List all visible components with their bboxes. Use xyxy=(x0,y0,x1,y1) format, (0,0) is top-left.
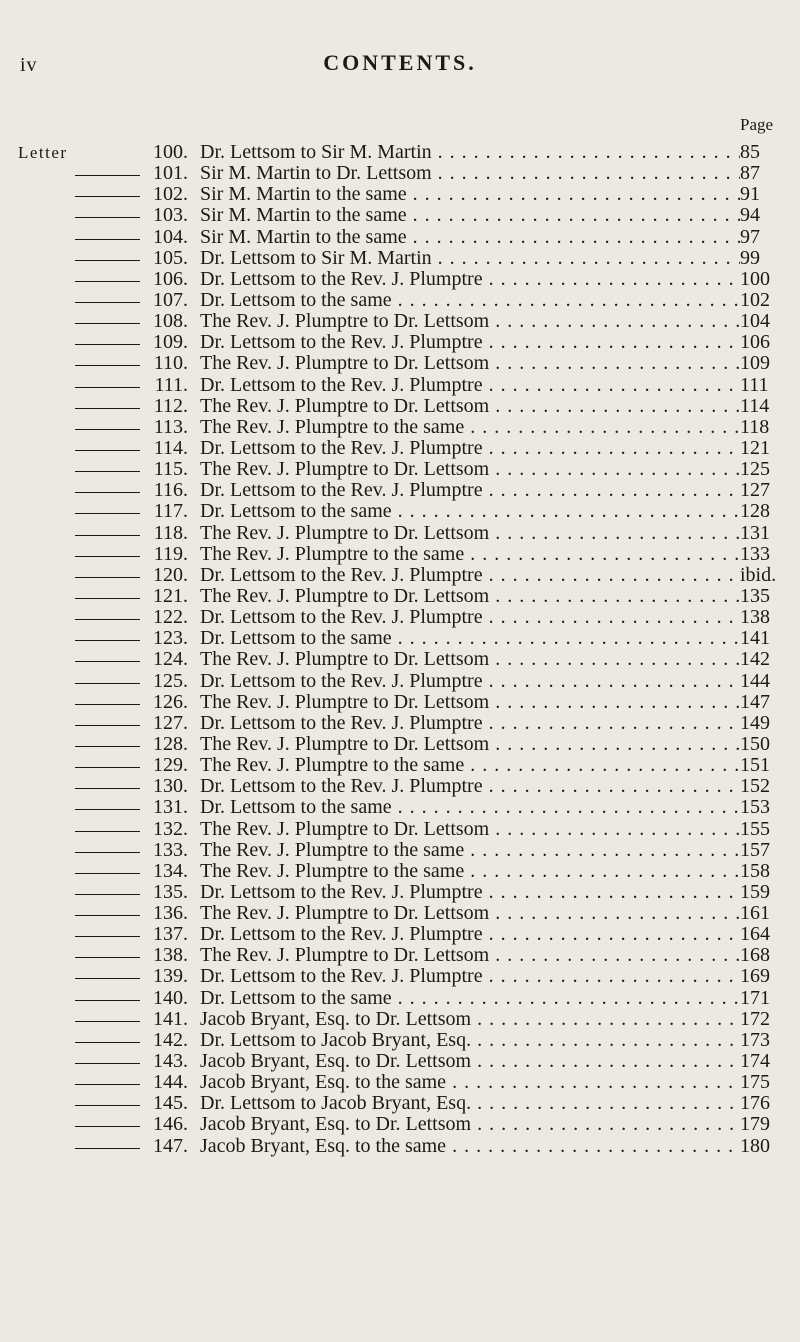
ditto-rule xyxy=(75,365,140,366)
entry-number: 118. xyxy=(153,521,188,544)
toc-entry xyxy=(0,1136,800,1157)
ditto-rule xyxy=(75,978,140,979)
entry-page: 138 xyxy=(740,606,770,629)
toc-entry xyxy=(0,184,800,205)
toc-entry xyxy=(0,1093,800,1114)
entry-number: 110. xyxy=(153,352,188,375)
entry-page: 128 xyxy=(740,500,770,523)
ditto-rule xyxy=(75,217,140,218)
entry-page: 169 xyxy=(740,965,770,988)
ditto-rule xyxy=(75,196,140,197)
toc-entry xyxy=(0,903,800,924)
ditto-rule xyxy=(75,957,140,958)
entry-title: The Rev. J. Plumptre to Dr. Lettsom . . . xyxy=(200,734,740,755)
entry-number: 138. xyxy=(153,944,188,967)
ditto-rule xyxy=(75,513,140,514)
entry-title: The Rev. J. Plumptre to Dr. Lettsom . . . xyxy=(200,353,740,374)
entry-title: Jacob Bryant, Esq. to Dr. Lettsom . . . xyxy=(200,1051,740,1072)
toc-entry xyxy=(0,438,800,459)
toc-entry xyxy=(0,882,800,903)
entry-page: 171 xyxy=(740,986,770,1009)
toc-entry xyxy=(0,269,800,290)
entry-title: Dr. Lettsom to the Rev. J. Plumptre . . . xyxy=(200,776,740,797)
entry-page: 94 xyxy=(740,204,760,227)
ditto-rule xyxy=(75,344,140,345)
toc-entry xyxy=(0,797,800,818)
entry-title: The Rev. J. Plumptre to the same . . . xyxy=(200,840,740,861)
entry-page: 85 xyxy=(740,141,760,163)
ditto-rule xyxy=(75,1000,140,1001)
toc-entry xyxy=(0,607,800,628)
entry-number: 147. xyxy=(153,1134,188,1157)
entry-page: 157 xyxy=(740,838,770,861)
entry-title: Sir M. Martin to the same . . . xyxy=(200,227,740,248)
entry-number: 132. xyxy=(153,817,188,840)
entry-page: 131 xyxy=(740,521,770,544)
entry-number: 115. xyxy=(153,458,188,481)
entry-title: The Rev. J. Plumptre to Dr. Lettsom . . . xyxy=(200,586,740,607)
ditto-rule xyxy=(75,1148,140,1149)
entry-page: 114 xyxy=(740,394,770,417)
entry-number: 108. xyxy=(153,310,188,333)
entry-page: 125 xyxy=(740,458,770,481)
toc-entry xyxy=(0,565,800,586)
entry-number: 127. xyxy=(153,711,188,734)
entry-title: The Rev. J. Plumptre to Dr. Lettsom . . . xyxy=(200,311,740,332)
entry-number: 116. xyxy=(153,479,188,502)
ditto-rule xyxy=(75,683,140,684)
ditto-rule xyxy=(75,1021,140,1022)
entry-title: Jacob Bryant, Esq. to the same . . . xyxy=(200,1072,740,1093)
entry-number: 102. xyxy=(153,183,188,206)
toc-entry xyxy=(0,205,800,226)
entry-number: 136. xyxy=(153,902,188,925)
entry-number: 112. xyxy=(153,394,188,417)
entry-title: Dr. Lettsom to Jacob Bryant, Esq. . . . xyxy=(200,1030,740,1051)
toc-entry xyxy=(0,248,800,269)
entry-page: 118 xyxy=(740,415,770,438)
entry-number: 119. xyxy=(153,542,188,565)
ditto-rule xyxy=(75,450,140,451)
ditto-rule xyxy=(75,598,140,599)
entry-number: 146. xyxy=(153,1113,188,1136)
entry-title: Dr. Lettsom to the Rev. J. Plumptre . . . xyxy=(200,565,740,586)
entry-title: Dr. Lettsom to the same . . . xyxy=(200,988,740,1009)
entry-page: 99 xyxy=(740,246,760,269)
entry-page: 102 xyxy=(740,288,770,311)
entry-page: 142 xyxy=(740,648,770,671)
entry-page: 87 xyxy=(740,162,760,185)
entry-page: 104 xyxy=(740,310,770,333)
ditto-rule xyxy=(75,175,140,176)
running-head: CONTENTS. xyxy=(323,50,477,75)
page-number: iv xyxy=(20,54,38,76)
ditto-rule xyxy=(75,704,140,705)
entry-title: Dr. Lettsom to the Rev. J. Plumptre . . . xyxy=(200,713,740,734)
entry-number: 111. xyxy=(154,373,188,396)
ditto-rule xyxy=(75,894,140,895)
entry-page: 175 xyxy=(740,1071,770,1094)
entry-title: Dr. Lettsom to the Rev. J. Plumptre . . . xyxy=(200,882,740,903)
ditto-rule xyxy=(75,936,140,937)
entry-title: The Rev. J. Plumptre to Dr. Lettsom . . . xyxy=(200,523,740,544)
toc-entry xyxy=(0,966,800,987)
entry-title: The Rev. J. Plumptre to Dr. Lettsom . . . xyxy=(200,649,740,670)
entry-title: The Rev. J. Plumptre to Dr. Lettsom . . . xyxy=(200,819,740,840)
ditto-rule xyxy=(75,429,140,430)
ditto-rule xyxy=(75,387,140,388)
ditto-rule xyxy=(75,471,140,472)
entry-page: 144 xyxy=(740,669,770,692)
entry-title: The Rev. J. Plumptre to Dr. Lettsom . . . xyxy=(200,945,740,966)
entry-page: 174 xyxy=(740,1050,770,1073)
entry-title: Dr. Lettsom to the Rev. J. Plumptre . . . xyxy=(200,332,740,353)
entry-page: 133 xyxy=(740,542,770,565)
ditto-rule xyxy=(75,281,140,282)
entry-title: The Rev. J. Plumptre to the same . . . xyxy=(200,861,740,882)
ditto-rule xyxy=(75,1126,140,1127)
entry-page: 135 xyxy=(740,584,770,607)
entry-title: The Rev. J. Plumptre to Dr. Lettsom . . . xyxy=(200,692,740,713)
entry-number: 101. xyxy=(153,162,188,185)
toc-entry xyxy=(0,649,800,670)
entry-number: 125. xyxy=(153,669,188,692)
ditto-rule xyxy=(75,915,140,916)
ditto-rule xyxy=(75,873,140,874)
toc-entry xyxy=(0,142,800,163)
ditto-rule xyxy=(75,767,140,768)
entry-number: 122. xyxy=(153,606,188,629)
ditto-rule xyxy=(75,535,140,536)
entry-title: Dr. Lettsom to the same . . . xyxy=(200,797,740,818)
entry-number: 140. xyxy=(153,986,188,1009)
toc-entry xyxy=(0,692,800,713)
entry-page: 161 xyxy=(740,902,770,925)
ditto-rule xyxy=(75,260,140,261)
entry-title: Sir M. Martin to the same . . . xyxy=(200,184,740,205)
toc-entry xyxy=(0,713,800,734)
entry-number: 135. xyxy=(153,880,188,903)
entry-number: 121. xyxy=(153,584,188,607)
entry-page: 147 xyxy=(740,690,770,713)
toc-entry xyxy=(0,776,800,797)
entry-page: 158 xyxy=(740,859,770,882)
entry-page: 152 xyxy=(740,775,770,798)
entry-title: Dr. Lettsom to the Rev. J. Plumptre . . . xyxy=(200,480,740,501)
entry-title: Jacob Bryant, Esq. to the same . . . xyxy=(200,1136,740,1157)
ditto-rule xyxy=(75,852,140,853)
entry-page: 153 xyxy=(740,796,770,819)
ditto-rule xyxy=(75,1042,140,1043)
toc-entry xyxy=(0,290,800,311)
toc-entry xyxy=(0,353,800,374)
ditto-rule xyxy=(75,323,140,324)
lead-word: Letter xyxy=(18,143,68,162)
entry-number: 107. xyxy=(153,288,188,311)
toc-entry xyxy=(0,755,800,776)
entry-page: 121 xyxy=(740,436,770,459)
entry-page: 155 xyxy=(740,817,770,840)
entry-page: 149 xyxy=(740,711,770,734)
entry-page: 179 xyxy=(740,1113,770,1136)
entry-page: 127 xyxy=(740,479,770,502)
entry-number: 129. xyxy=(153,754,188,777)
toc-entry xyxy=(0,311,800,332)
toc-entry xyxy=(0,544,800,565)
toc-entry xyxy=(0,227,800,248)
entry-number: 133. xyxy=(153,838,188,861)
toc-entry xyxy=(0,163,800,184)
entry-number: 103. xyxy=(153,204,188,227)
entry-title: Dr. Lettsom to the Rev. J. Plumptre . . . xyxy=(200,375,740,396)
entry-number: 106. xyxy=(153,267,188,290)
entry-title: Jacob Bryant, Esq. to Dr. Lettsom . . . xyxy=(200,1009,740,1030)
entry-number: 128. xyxy=(153,732,188,755)
toc-entry xyxy=(0,459,800,480)
entry-number: 141. xyxy=(153,1007,188,1030)
entry-number: 137. xyxy=(153,923,188,946)
ditto-rule xyxy=(75,661,140,662)
ditto-rule xyxy=(75,1063,140,1064)
ditto-rule xyxy=(75,1105,140,1106)
entry-page: 176 xyxy=(740,1092,770,1115)
entry-number: 124. xyxy=(153,648,188,671)
page-column-label: Page xyxy=(740,115,774,134)
ditto-rule xyxy=(75,788,140,789)
toc-entry xyxy=(0,1114,800,1135)
toc-entry xyxy=(0,628,800,649)
entry-page: 159 xyxy=(740,880,770,903)
toc-entry xyxy=(0,734,800,755)
entry-page: 100 xyxy=(740,267,770,290)
toc-entry xyxy=(0,1051,800,1072)
toc-entry xyxy=(0,924,800,945)
ditto-rule xyxy=(75,492,140,493)
toc-entry xyxy=(0,396,800,417)
entry-page: 180 xyxy=(740,1134,770,1157)
entry-title: Dr. Lettsom to the Rev. J. Plumptre . . . xyxy=(200,924,740,945)
ditto-rule xyxy=(75,408,140,409)
entry-number: 131. xyxy=(153,796,188,819)
toc-entry xyxy=(0,819,800,840)
entry-number: 117. xyxy=(153,500,188,523)
entry-title: Dr. Lettsom to the same . . . xyxy=(200,628,740,649)
entry-page: 172 xyxy=(740,1007,770,1030)
entry-title: Dr. Lettsom to the Rev. J. Plumptre . . . xyxy=(200,438,740,459)
toc-entry xyxy=(0,501,800,522)
entry-title: Dr. Lettsom to Jacob Bryant, Esq. . . . xyxy=(200,1093,740,1114)
entry-number: 123. xyxy=(153,627,188,650)
ditto-rule xyxy=(75,1084,140,1085)
entry-title: Dr. Lettsom to Sir M. Martin . . . xyxy=(200,248,740,269)
entry-title: Dr. Lettsom to Sir M. Martin . . . xyxy=(200,142,740,163)
entry-title: Dr. Lettsom to the same . . . xyxy=(200,290,740,311)
entry-number: 114. xyxy=(153,436,188,459)
entry-number: 100. xyxy=(153,141,188,163)
entry-title: Dr. Lettsom to the Rev. J. Plumptre . . . xyxy=(200,671,740,692)
entry-number: 109. xyxy=(153,331,188,354)
entry-number: 134. xyxy=(153,859,188,882)
toc-entry xyxy=(0,840,800,861)
entry-title: Dr. Lettsom to the Rev. J. Plumptre . . . xyxy=(200,269,740,290)
entry-number: 113. xyxy=(153,415,188,438)
ditto-rule xyxy=(75,577,140,578)
toc-entry xyxy=(0,861,800,882)
toc-entry xyxy=(0,523,800,544)
entry-number: 126. xyxy=(153,690,188,713)
ditto-rule xyxy=(75,746,140,747)
entry-number: 120. xyxy=(153,563,188,586)
toc-entry xyxy=(0,988,800,1009)
entry-number: 142. xyxy=(153,1028,188,1051)
entry-page: 91 xyxy=(740,183,760,206)
entry-page: 168 xyxy=(740,944,770,967)
entry-title: The Rev. J. Plumptre to the same . . . xyxy=(200,755,740,776)
toc-entry xyxy=(0,586,800,607)
entry-title: Dr. Lettsom to the same . . . xyxy=(200,501,740,522)
toc-entry xyxy=(0,417,800,438)
entry-number: 104. xyxy=(153,225,188,248)
entry-page: 151 xyxy=(740,754,770,777)
ditto-rule xyxy=(75,239,140,240)
entry-page: 97 xyxy=(740,225,760,248)
ditto-rule xyxy=(75,725,140,726)
ditto-rule xyxy=(75,302,140,303)
entry-number: 130. xyxy=(153,775,188,798)
entry-page: 164 xyxy=(740,923,770,946)
entry-title: The Rev. J. Plumptre to the same . . . xyxy=(200,544,740,565)
entry-page: 141 xyxy=(740,627,770,650)
toc-entry xyxy=(0,375,800,396)
entry-title: The Rev. J. Plumptre to the same . . . xyxy=(200,417,740,438)
entry-number: 139. xyxy=(153,965,188,988)
entry-title: The Rev. J. Plumptre to Dr. Lettsom . . . xyxy=(200,459,740,480)
entry-page: 109 xyxy=(740,352,770,375)
toc-entry xyxy=(0,671,800,692)
toc-entry xyxy=(0,480,800,501)
entry-number: 144. xyxy=(153,1071,188,1094)
entry-number: 143. xyxy=(153,1050,188,1073)
ditto-rule xyxy=(75,556,140,557)
toc-entry xyxy=(0,1009,800,1030)
ditto-rule xyxy=(75,640,140,641)
entry-page: 106 xyxy=(740,331,770,354)
entry-number: 145. xyxy=(153,1092,188,1115)
entry-page: 111 xyxy=(740,373,769,396)
ditto-rule xyxy=(75,619,140,620)
entry-title: Jacob Bryant, Esq. to Dr. Lettsom . . . xyxy=(200,1114,740,1135)
toc-entry xyxy=(0,945,800,966)
ditto-rule xyxy=(75,831,140,832)
entry-title: Dr. Lettsom to the Rev. J. Plumptre . . . xyxy=(200,607,740,628)
entry-number: 105. xyxy=(153,246,188,269)
entry-page: 173 xyxy=(740,1028,770,1051)
toc-entry xyxy=(0,1072,800,1093)
ditto-rule xyxy=(75,809,140,810)
entry-title: Dr. Lettsom to the Rev. J. Plumptre . . . xyxy=(200,966,740,987)
entry-page: 150 xyxy=(740,732,770,755)
entry-title: Sir M. Martin to the same . . . xyxy=(200,205,740,226)
table-of-contents xyxy=(0,142,800,1157)
entry-page: ibid. xyxy=(740,563,777,586)
toc-entry xyxy=(0,1030,800,1051)
toc-entry xyxy=(0,332,800,353)
entry-title: The Rev. J. Plumptre to Dr. Lettsom . . . xyxy=(200,903,740,924)
entry-title: Sir M. Martin to Dr. Lettsom . . . xyxy=(200,163,740,184)
entry-title: The Rev. J. Plumptre to Dr. Lettsom . . . xyxy=(200,396,740,417)
